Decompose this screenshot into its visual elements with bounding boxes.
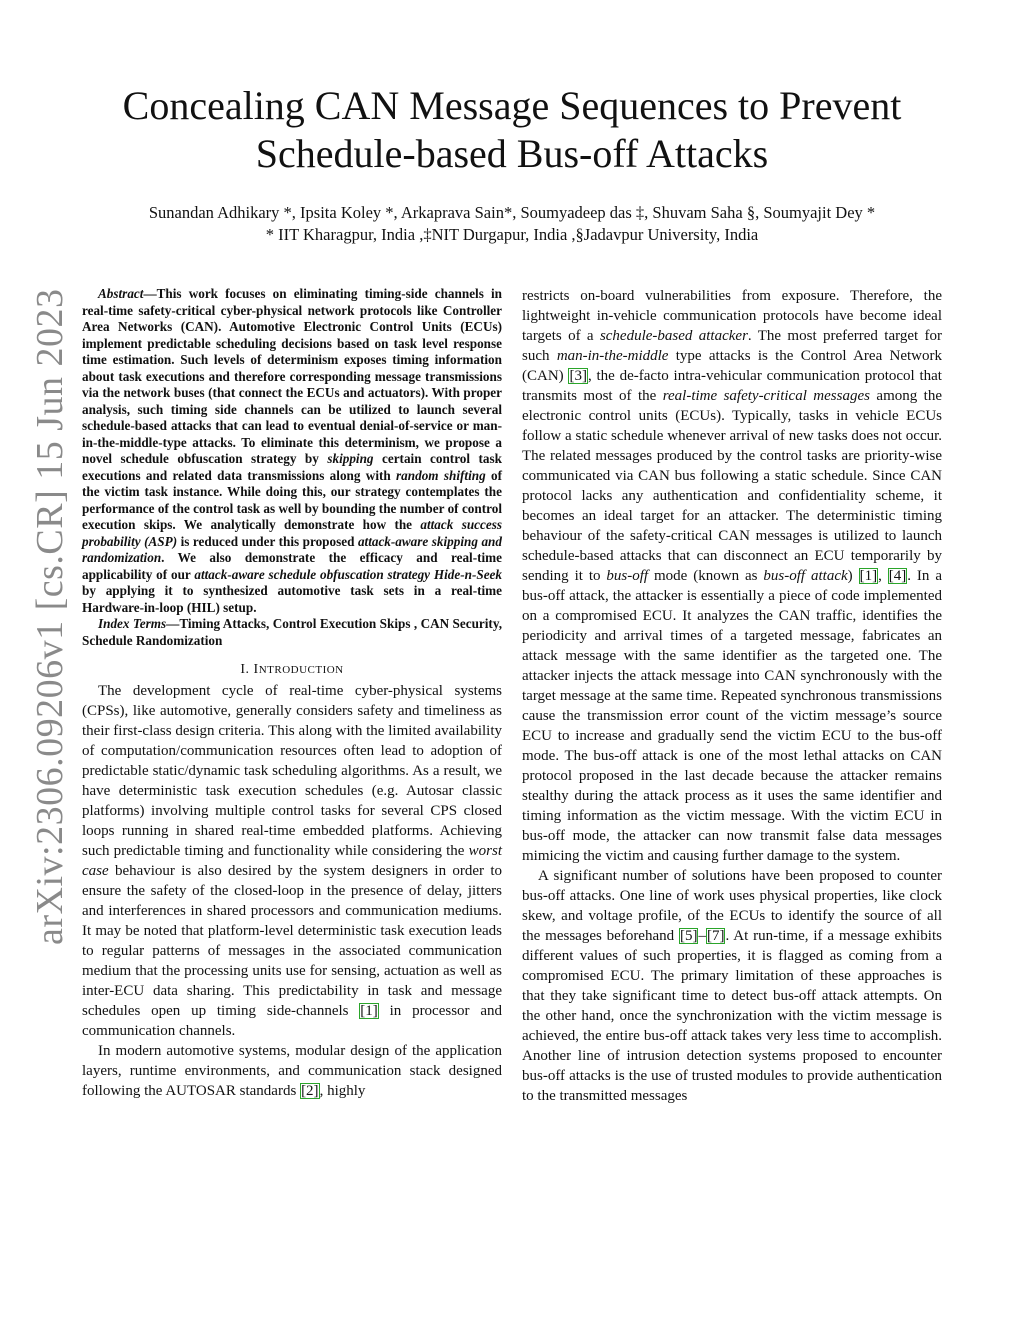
intro-paragraph-2 <box>82 1041 502 1101</box>
right-paragraph-1 <box>522 286 942 866</box>
abstract <box>82 286 502 616</box>
body-text: , highly <box>319 1083 366 1099</box>
abstract-text: . We also demonstrate the efficacy and real-time applicability of our <box>82 550 502 582</box>
body-text: . At run-time, if a message exhibits different values of such properties, it is flagged as coming from a compromised ECU. The primary limitation of these approaches is that they take significant time to detect bus-off attack attempts. On the other hand, once the synchronization with the victim message is achieved, the entire bus-off attack takes very less time to accomplish. Another line of intrusion detection systems proposed to encounter bus-off attacks is the use of trusted modules to provide authentication to the transmitted messages <box>522 928 942 1104</box>
right-column <box>522 286 942 1106</box>
abstract-emphasis: attack-aware skipping and randomization <box>82 533 502 565</box>
body-emphasis: real-time safety-critical messages <box>662 388 870 404</box>
abstract-text: certain control task executions and related data transmissions along with <box>82 451 502 483</box>
left-column <box>82 286 502 1101</box>
body-text: among the electronic control units (ECUs). Typically, tasks in vehicle ECUs follow a static schedule whenever arrival of new tasks does not occur. The related messages produced by the control tasks are priority-wise communicated via CAN bus following a static schedule. Since CAN protocol lacks any authentication and confidentiality scheme, it becomes an ideal target for an attacker. The deterministic timing behaviour of the safety-critical CAN messages is utilized to launch schedule-based attacks that can disconnect an ECU temporarily by sending it to <box>522 388 942 584</box>
body-emphasis: schedule-based attacker <box>599 328 748 344</box>
body-emphasis: bus-off attack <box>763 568 848 584</box>
abstract-emphasis: attack-aware schedule obfuscation strategy Hide-n-Seek <box>194 566 502 582</box>
body-text: , the de-facto intra-vehicular communication protocol that transmits most of the <box>522 368 942 404</box>
body-text: – <box>698 928 706 944</box>
author-block <box>60 202 964 246</box>
author-list: Sunandan Adhikary *, Ipsita Koley *, Arkaprava Sain*, Soumyadeep das ‡, Shuvam Saha §, Soumyajit Dey * <box>148 203 876 222</box>
abstract-emphasis: attack success probability (ASP) <box>82 517 502 549</box>
citation-link[interactable]: [5] <box>679 928 698 944</box>
citation-link[interactable]: [1] <box>859 568 878 584</box>
abstract-text: —This work focuses on eliminating timing-side channels in real-time safety-critical cyber-physical network protocols like Controller Area Networks (CAN). Automotive Electronic Control Units (ECUs) implement predictable scheduling decisions based on task level response time estimation. Such levels of determinism exposes timing information about task executions and therefore corresponding message transmissions via the network buses (that connect the ECUs and actuators). With proper analysis, such timing side channels can be utilized to launch several schedule-based attacks that can lead to eventual denial-of-service or man-in-the-middle-type attacks. To eliminate this determinism, we propose a novel schedule obfuscation strategy by <box>82 286 502 466</box>
abstract-text: of the victim task instance. While doing this, our strategy contemplates the performance of the control task as well by bounding the number of control execution skips. We analytically demonstrate how the <box>82 467 502 532</box>
body-text: The development cycle of real-time cyber-physical systems (CPSs), like automotive, generally considers safety and timeliness as their first-class design criteria. This along with the limited availability of computation/communication resources often lead to adoption of predictable static/dynamic task scheduling algorithms. As a result, we have deterministic task execution schedules (e.g. Autosar classic platforms) involving multiple control tasks for several CPS closed loops running in shared real-time embedded platforms. Achieving such predictable timing and functionality while considering the <box>82 683 502 859</box>
citation-link[interactable]: [4] <box>888 568 907 584</box>
body-text: ) <box>847 568 859 584</box>
body-emphasis: bus-off <box>606 568 649 584</box>
citation-link[interactable]: [2] <box>301 1083 319 1099</box>
abstract-emphasis: random shifting <box>396 467 486 483</box>
body-emphasis: worst case <box>82 843 502 879</box>
body-text: mode (known as <box>648 568 764 584</box>
section-heading-introduction <box>82 661 502 679</box>
body-text: . In a bus-off attack, the attacker is essentially a piece of code implemented on a compromised ECU. It analyzes the CAN traffic, identifies the periodicity and arrival times of a targeted message, fabricates an attack message with the same identifier as the targeted one. The attacker injects the attack message into CAN synchronously with the target message at the same time. Repeated synchronous transmissions cause the transmission error count of the victim message’s source ECU to increase and gradually send the victim ECU to the bus-off mode. The bus-off attack is one of the most lethal attacks on CAN protocol proposed in the last decade because the attacker remains stealthy during the attack process as it uses the same identifier and timing information as the victim message. With the victim ECU in bus-off mode, the attacker can now transmit false data messages mimicing the victim and causing further damage to the system. <box>522 568 943 864</box>
section-title: NTRODUCTION <box>258 664 344 676</box>
body-emphasis: man-in-the-middle <box>556 348 669 364</box>
arxiv-stamp: arXiv:2306.09206v1 [cs.CR] 15 Jun 2023 <box>29 288 71 945</box>
abstract-text: by applying it to synthesized automotive task sets in a real-time Hardware-in-loop (HIL) setup. <box>82 583 502 615</box>
citation-link[interactable]: [7] <box>706 928 725 944</box>
citation-link[interactable]: [3] <box>569 368 587 384</box>
index-terms-text: —Timing Attacks, Control Execution Skips , CAN Security, Schedule Randomization <box>82 616 502 648</box>
body-text: . The most preferred target for such <box>522 328 942 364</box>
body-text: In modern automotive systems, modular design of the application layers, runtime environments, and communication stack designed following the AUTOSAR standards <box>82 1043 502 1099</box>
paper-title <box>80 82 944 178</box>
affiliation-list: * IIT Kharagpur, India ,‡NIT Durgapur, India ,§Jadavpur University, India <box>265 225 759 244</box>
citation-link[interactable]: [1] <box>360 1003 378 1019</box>
index-terms-label: Index Terms <box>98 616 167 631</box>
body-text: , <box>878 568 888 584</box>
body-text: type attacks is the Control Area Network (CAN) <box>522 348 943 384</box>
title-line-2: Schedule-based Bus-off Attacks <box>255 131 769 176</box>
title-line-1: Concealing CAN Message Sequences to Prevent <box>122 83 902 128</box>
right-paragraph-2 <box>522 866 942 1106</box>
intro-paragraph-1 <box>82 681 502 1041</box>
section-number: I. I <box>240 662 259 677</box>
index-terms <box>82 616 502 649</box>
body-text: in processor and communication channels. <box>82 1003 503 1039</box>
body-text: behaviour is also desired by the system designers in order to ensure the safety of the closed-loop in the presence of delay, jitters and interferences in shared processors and communication mediums. It may be noted that platform-level deterministic task execution leads to regular patterns of messages in the associated communication medium that the processing units use for sensing, actuation as well as inter-ECU data sharing. This predictability in task and message schedules open up timing side-channels <box>82 863 502 1019</box>
body-text: A significant number of solutions have been proposed to counter bus-off attacks. One line of work uses physical properties, like clock skew, and voltage profile, of the ECUs to identify the source of all the messages beforehand <box>522 868 942 944</box>
abstract-label: Abstract <box>98 286 144 301</box>
abstract-text: is reduced under this proposed <box>177 533 358 549</box>
body-text: restricts on-board vulnerabilities from exposure. Therefore, the lightweight in-vehicle communication protocols have become ideal targets of a <box>522 288 942 344</box>
abstract-emphasis: skipping <box>327 451 374 466</box>
